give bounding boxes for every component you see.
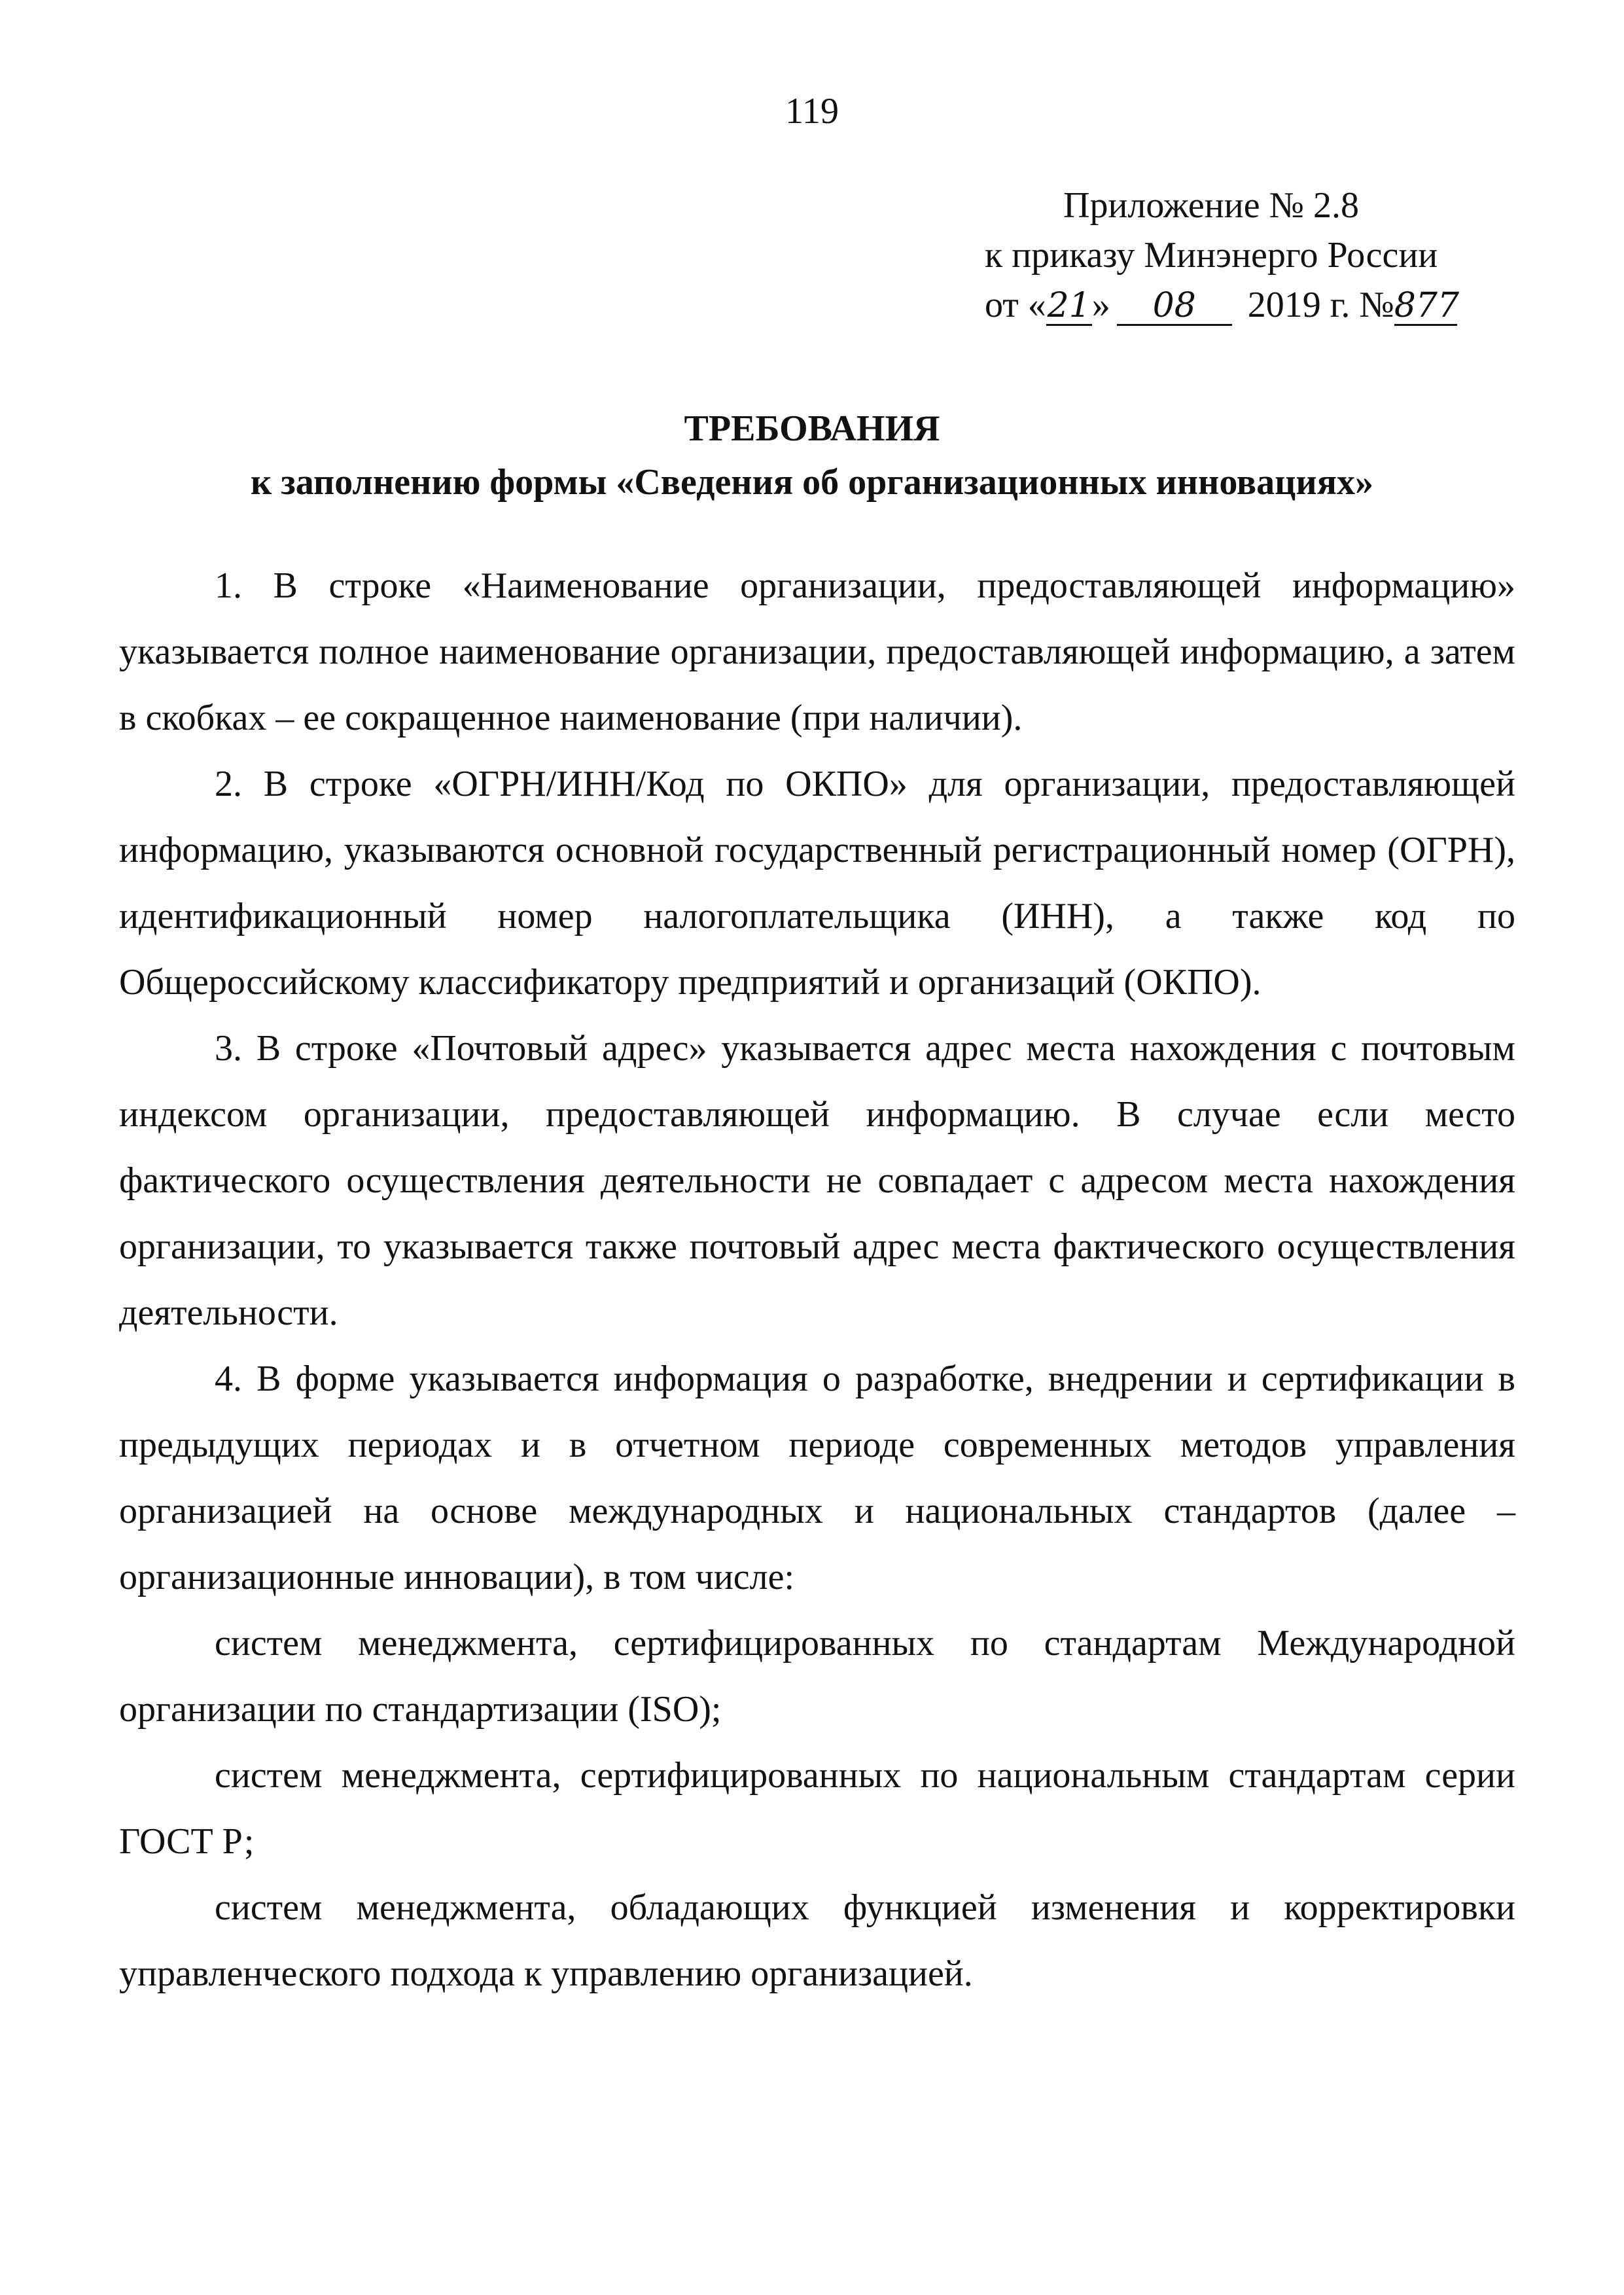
page-number: 119 — [785, 91, 839, 132]
document-title — [0, 402, 1624, 509]
title-subtitle: к заполнению формы «Сведения об организационных инновациях» — [250, 462, 1373, 503]
paragraph-3: 3. В строке «Почтовый адрес» указывается адрес места нахождения с почтовым индексом организации, предоставляющей информацию. В случае если место фактического осуществления деятельности не совпадает с адресом места нахождения организации, то указывается также почтовый адрес места фактического осуществления деятельности. — [119, 1028, 1515, 1333]
appendix-order-ref: к приказу Минэнерго России — [985, 235, 1438, 276]
date-prefix: от « — [985, 285, 1046, 325]
list-item-iso: систем менеджмента, сертифицированных по стандартам Международной организации по стандартизации (ISO); — [119, 1623, 1515, 1730]
paragraph-2: 2. В строке «ОГРН/ИНН/Код по ОКПО» для организации, предоставляющей информацию, указываются основной государственный регистрационный номер (ОГРН), идентификационный номер налогоплательщика (ИНН), а также код по Общероссийскому классификатору предприятий и организаций (ОКПО). — [119, 764, 1515, 1003]
year-text: 2019 г. № — [1247, 285, 1394, 325]
handwritten-order-number: 877 — [1394, 286, 1460, 325]
title-main: ТРЕБОВАНИЯ — [684, 408, 940, 449]
date-mid: » — [1091, 285, 1110, 325]
appendix-header — [985, 181, 1495, 330]
handwritten-month: 08 — [1117, 287, 1232, 326]
paragraph-1: 1. В строке «Наименование организации, предоставляющей информацию» указывается полное наименование организации, предоставляющей информацию, а затем в скобках – ее сокращенное наименование (при наличии). — [119, 565, 1515, 738]
document-body — [119, 553, 1515, 2007]
list-item-management: систем менеджмента, обладающих функцией изменения и корректировки управленческого подхода к управлению организацией. — [119, 1887, 1515, 1994]
appendix-date-line — [985, 280, 1495, 330]
paragraph-4: 4. В форме указывается информация о разработке, внедрении и сертификации в предыдущих периодах и в отчетном периоде современных методов управления организацией на основе международных и национальных стандартов (далее – организационные инновации), в том числе: — [119, 1359, 1515, 1597]
handwritten-day: 21 — [1047, 286, 1091, 325]
appendix-title: Приложение № 2.8 — [1063, 185, 1359, 226]
list-item-gost: систем менеджмента, сертифицированных по национальным стандартам серии ГОСТ Р; — [119, 1755, 1515, 1862]
